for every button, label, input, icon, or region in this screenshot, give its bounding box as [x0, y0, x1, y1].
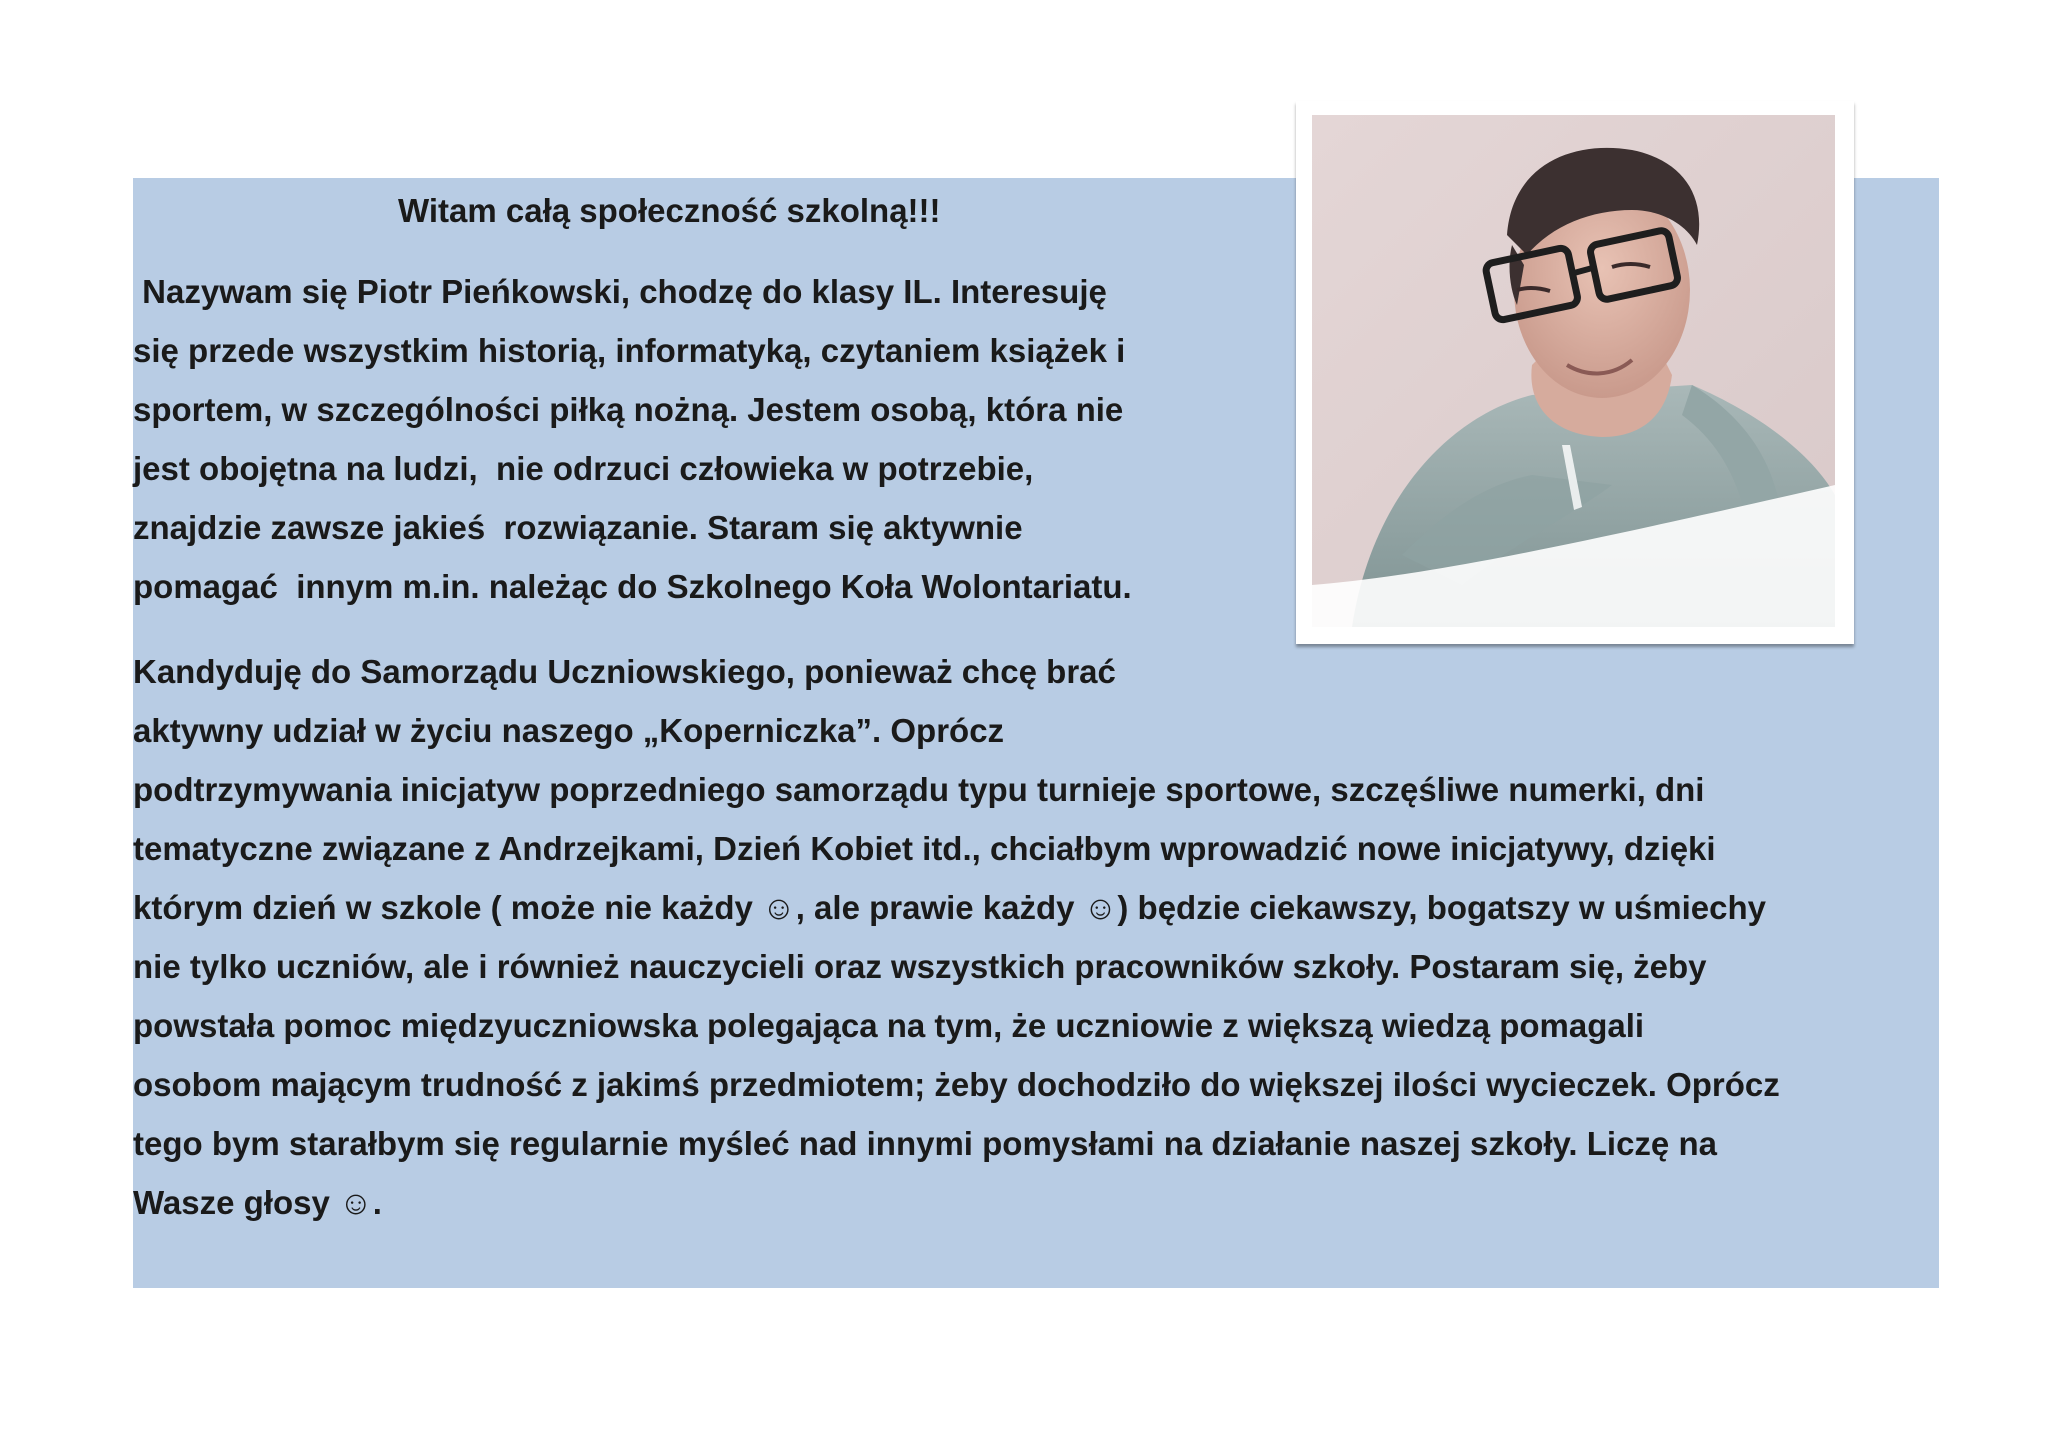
intro-line: się przede wszystkim historią, informatyką, czytaniem książek i: [133, 332, 1126, 369]
candidacy-line: którym dzień w szkole ( może nie każdy ☺, ale prawie każdy ☺) będzie ciekawszy, bogatszy w uśmiechy: [133, 889, 1767, 926]
candidate-photo: [1312, 115, 1835, 627]
candidacy-line: tego bym starałbym się regularnie myśleć nad innymi pomysłami na działanie naszej szkoły. Liczę na: [133, 1125, 1717, 1162]
photo-frame: [1296, 101, 1854, 644]
intro-line: pomagać innym m.in. należąc do Szkolnego Koła Wolontariatu.: [133, 568, 1132, 605]
candidacy-line: Wasze głosy ☺.: [133, 1184, 382, 1221]
candidacy-line: podtrzymywania inicjatyw poprzedniego samorządu typu turnieje sportowe, szczęśliwe numerki, dni: [133, 771, 1705, 808]
candidacy-line: tematyczne związane z Andrzejkami, Dzień Kobiet itd., chciałbym wprowadzić nowe inicjatywy, dzięki: [133, 830, 1716, 867]
candidacy-line: Kandyduję do Samorządu Uczniowskiego, ponieważ chcę brać: [133, 653, 1116, 690]
portrait-illustration: [1312, 115, 1835, 627]
candidacy-paragraph: [133, 642, 1933, 1232]
intro-line: sportem, w szczególności piłką nożną. Jestem osobą, która nie: [133, 391, 1124, 428]
candidacy-line: nie tylko uczniów, ale i również nauczycieli oraz wszystkich pracowników szkoły. Postaram się, żeby: [133, 948, 1707, 985]
candidacy-line: osobom mającym trudność z jakimś przedmiotem; żeby dochodziło do większej ilości wycieczek. Oprócz: [133, 1066, 1780, 1103]
candidacy-line: powstała pomoc międzyuczniowska polegająca na tym, że uczniowie z większą wiedzą pomagali: [133, 1007, 1645, 1044]
intro-line: Nazywam się Piotr Pieńkowski, chodzę do klasy IL. Interesuję: [133, 273, 1107, 310]
candidacy-line: aktywny udział w życiu naszego „Koperniczka”. Oprócz: [133, 712, 1005, 749]
intro-line: znajdzie zawsze jakieś rozwiązanie. Staram się aktywnie: [133, 509, 1023, 546]
intro-line: jest obojętna na ludzi, nie odrzuci człowieka w potrzebie,: [133, 450, 1034, 487]
intro-paragraph: [133, 262, 1243, 616]
greeting-heading: Witam całą społeczność szkolną!!!: [398, 192, 941, 229]
